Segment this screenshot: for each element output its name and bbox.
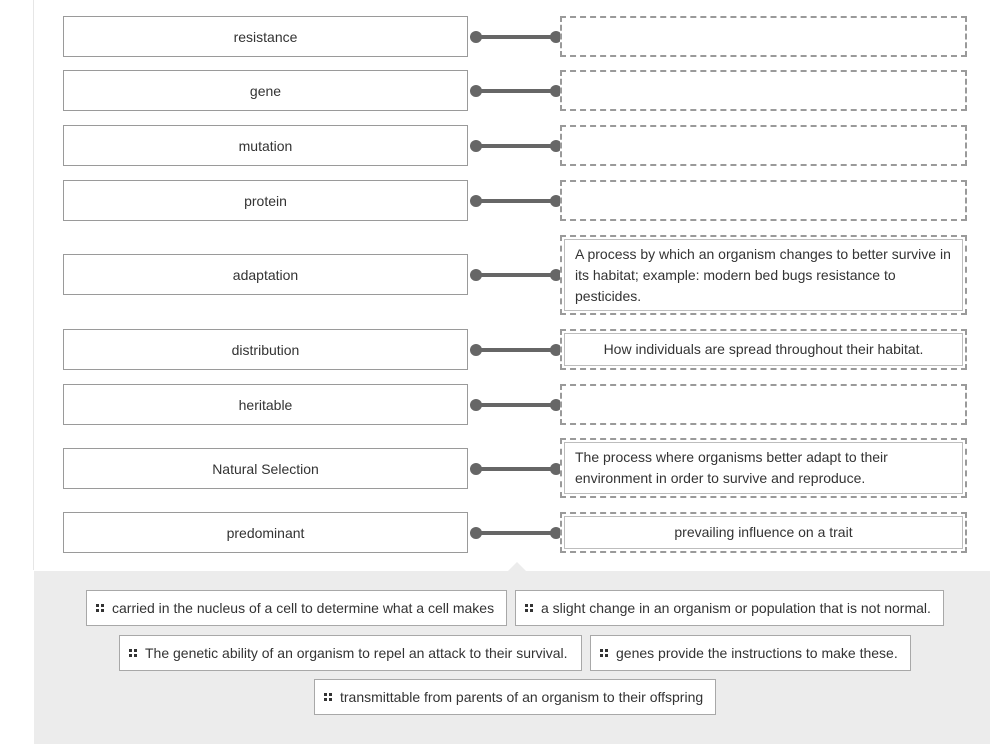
chip-text: The genetic ability of an organism to repel an attack to their survival. xyxy=(145,645,568,661)
match-row-resistance xyxy=(0,16,990,57)
connector-line xyxy=(470,527,562,539)
connector-line xyxy=(470,85,562,97)
connector-line xyxy=(470,140,562,152)
chip-text: carried in the nucleus of a cell to determine what a cell makes xyxy=(112,600,495,616)
answer-card[interactable] xyxy=(564,239,963,311)
drag-handle-icon[interactable] xyxy=(96,604,104,612)
connector-line xyxy=(470,31,562,43)
drop-zone[interactable] xyxy=(560,70,967,111)
drop-zone[interactable] xyxy=(560,384,967,425)
chip-text: a slight change in an organism or population that is not normal. xyxy=(541,600,931,616)
term-label: Natural Selection xyxy=(212,460,319,477)
term-label: resistance xyxy=(233,28,298,45)
term-box xyxy=(63,384,468,425)
answer-text: How individuals are spread throughout their habitat. xyxy=(603,341,924,357)
drag-handle-icon[interactable] xyxy=(129,649,137,657)
drop-zone[interactable] xyxy=(560,438,967,498)
drag-handle-icon[interactable] xyxy=(525,604,533,612)
bank-chip[interactable] xyxy=(590,635,911,671)
chip-text: transmittable from parents of an organism to their offspring xyxy=(340,689,704,705)
connector-line xyxy=(470,195,562,207)
drop-zone[interactable] xyxy=(560,16,967,57)
match-row-heritable xyxy=(0,384,990,425)
chip-text: genes provide the instructions to make these. xyxy=(616,645,898,661)
drop-zone[interactable] xyxy=(560,235,967,315)
term-label: heritable xyxy=(238,396,293,413)
match-row-natural-selection xyxy=(0,438,990,498)
term-box xyxy=(63,448,468,489)
term-box xyxy=(63,512,468,553)
term-label: gene xyxy=(249,82,282,99)
answer-card[interactable] xyxy=(564,516,963,549)
answer-text: A process by which an organism changes to better survive in its habitat; example: modern bed bugs resistance to pesticides. xyxy=(575,245,951,304)
answer-card[interactable] xyxy=(564,442,963,494)
match-row-adaptation xyxy=(0,235,990,315)
drop-zone[interactable] xyxy=(560,125,967,166)
term-label: adaptation xyxy=(232,266,299,283)
match-row-predominant xyxy=(0,512,990,553)
connector-line xyxy=(470,344,562,356)
bank-chip[interactable] xyxy=(86,590,507,626)
drag-handle-icon[interactable] xyxy=(600,649,608,657)
bank-chip[interactable] xyxy=(119,635,582,671)
term-box xyxy=(63,254,468,295)
drop-zone[interactable] xyxy=(560,180,967,221)
match-row-protein xyxy=(0,180,990,221)
term-box xyxy=(63,16,468,57)
term-label: predominant xyxy=(226,524,305,541)
term-box xyxy=(63,180,468,221)
drag-handle-icon[interactable] xyxy=(324,693,332,701)
term-box xyxy=(63,70,468,111)
bank-chip[interactable] xyxy=(515,590,944,626)
connector-line xyxy=(470,399,562,411)
match-row-gene xyxy=(0,70,990,111)
connector-line xyxy=(470,463,562,475)
term-box xyxy=(63,125,468,166)
answer-card[interactable] xyxy=(564,333,963,366)
term-label: distribution xyxy=(231,341,300,358)
drop-zone[interactable] xyxy=(560,329,967,370)
term-label: protein xyxy=(244,192,287,209)
connector-line xyxy=(470,269,562,281)
match-row-mutation xyxy=(0,125,990,166)
term-label: mutation xyxy=(238,137,293,154)
answer-text: prevailing influence on a trait xyxy=(674,524,853,540)
bank-chip[interactable] xyxy=(314,679,716,715)
term-box xyxy=(63,329,468,370)
match-row-distribution xyxy=(0,329,990,370)
drop-zone[interactable] xyxy=(560,512,967,553)
answer-text: The process where organisms better adapt to their environment in order to survive and reproduce. xyxy=(575,449,888,486)
